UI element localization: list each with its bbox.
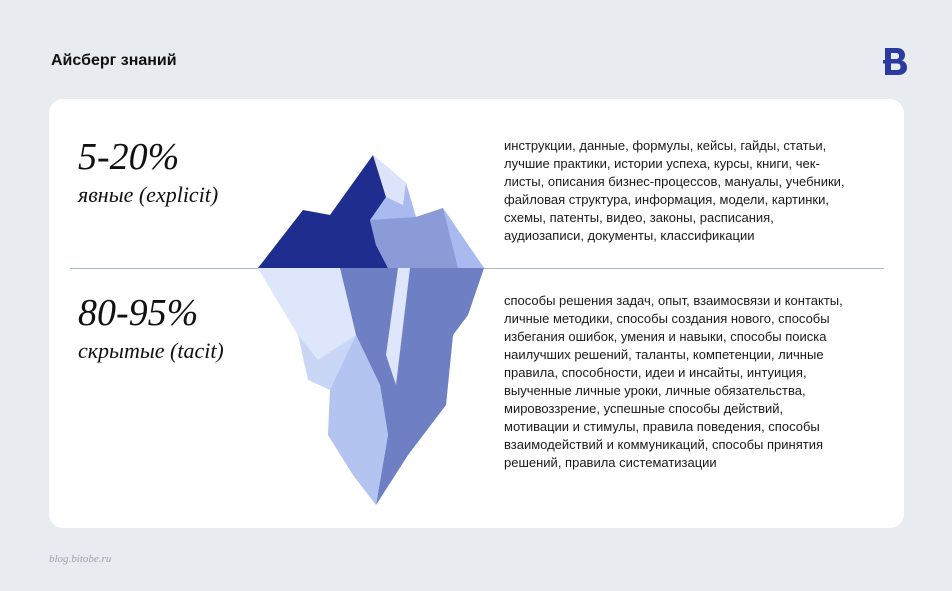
- explicit-description: инструкции, данные, формулы, кейсы, гайды, статьи, лучшие практики, истории успеха, курсы, книги, чек- листы, описания бизнес-процессов, мануалы, учебники, файловая структура, информация, модели, картинки, схемы, патенты, видео, законы, расписания, аудиозаписи, документы, классификации: [504, 138, 845, 243]
- brand-logo-icon: [883, 48, 907, 75]
- explicit-percent: 5-20%: [78, 136, 180, 178]
- footer-source: blog.bitobe.ru: [49, 553, 112, 565]
- iceberg-illustration: [258, 155, 484, 505]
- page-title: Айсберг знаний: [51, 52, 177, 69]
- tacit-description: способы решения задач, опыт, взаимосвязи и контакты, личные методики, способы создания нового, способы избегания ошибок, умения и навыки, способы поиска наилучших решений, таланты, компетенции, личные правила, способности, идеи и инсайты, интуиция, выученные личные уроки, личные обязательства, мировоззрение, успешные способы действий, мотивации и стимулы, правила поведения, способы взаимодействий и коммуникаций, способы принятия решений, правила систематизации: [504, 293, 843, 470]
- iceberg-underwater: [258, 268, 484, 505]
- iceberg-tip: [258, 155, 484, 268]
- tacit-label: скрытые (tacit): [78, 338, 224, 363]
- tacit-percent: 80-95%: [78, 292, 199, 334]
- explicit-label: явные (explicit): [78, 182, 219, 207]
